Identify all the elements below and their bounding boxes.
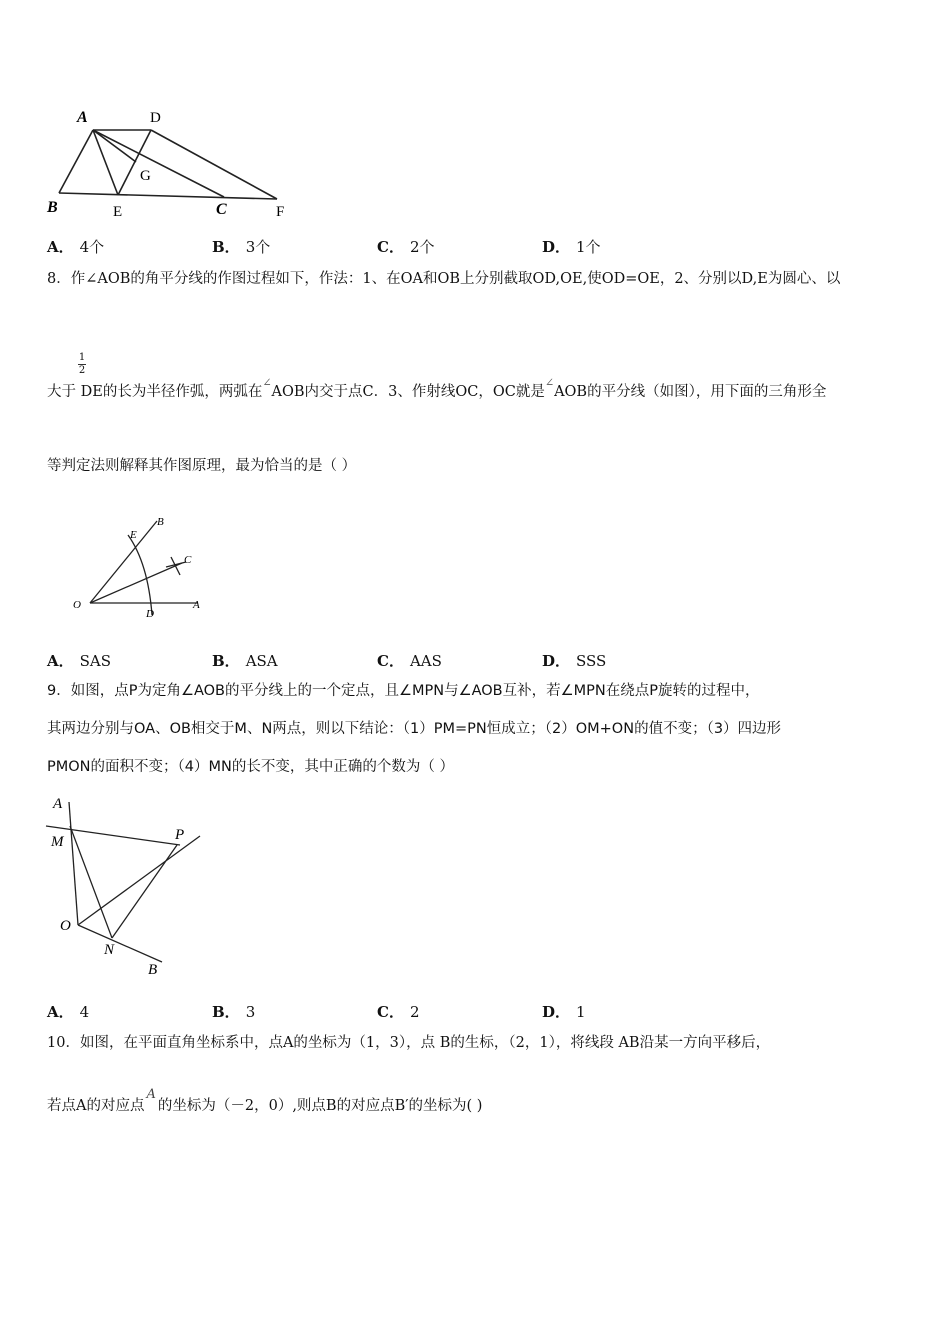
- q7-option-b[interactable]: [212, 236, 270, 257]
- q9-line-2: 其两边分别与OA、OB相交于M、N两点，则以下结论：（1）PM=PN恒成立；（2）OM+ON的值不变；（3）四边形: [47, 721, 782, 737]
- q9-option-c-letter: C．: [377, 1003, 404, 1021]
- q8-option-d[interactable]: [542, 650, 606, 671]
- q9-option-a-letter: A．: [47, 1003, 74, 1021]
- fig7-label-G: G: [140, 168, 151, 184]
- q8-line-2-part-c: AOB的平分线（如图），用下面的三角形全: [554, 384, 827, 400]
- fig7-label-A: A: [77, 109, 88, 126]
- q9-line-3: PMON的面积不变；（4）MN的长不变，其中正确的个数为（ ）: [47, 759, 454, 775]
- fig8-label-E: E: [130, 529, 137, 541]
- q8-option-d-letter: D．: [542, 652, 571, 670]
- q8-option-b-text: ASA: [245, 652, 278, 670]
- fig9-label-M: M: [51, 834, 64, 850]
- q9-option-c-text: 2: [409, 1003, 420, 1021]
- q9-option-a[interactable]: [47, 1001, 89, 1022]
- fig7-label-B: B: [47, 199, 58, 216]
- q9-option-d-letter: D．: [542, 1003, 571, 1021]
- q9-line-1: 9．如图，点P为定角∠AOB的平分线上的一个定点，且∠MPN与∠AOB互补，若∠MPN在绕点P旋转的过程中，: [47, 683, 760, 699]
- fig8-label-O: O: [73, 599, 81, 611]
- q9-option-d[interactable]: [542, 1001, 586, 1022]
- fig8-label-D: D: [146, 608, 154, 620]
- fig8-label-C: C: [184, 554, 192, 566]
- fig9-label-P: P: [175, 827, 185, 843]
- q10-a-prime-mark: A: [146, 1087, 156, 1102]
- q8-line-2: [47, 376, 827, 400]
- q7-option-a[interactable]: [47, 236, 104, 257]
- q7-option-c-letter: C．: [377, 238, 404, 256]
- q8-fraction-half: [76, 352, 88, 377]
- q8-option-a-letter: A．: [47, 652, 74, 670]
- figure-q9: [40, 790, 210, 985]
- q10-line-2-part-a: 若点A的对应点: [47, 1098, 145, 1114]
- fig7-label-E: E: [113, 204, 123, 220]
- q7-option-b-text: 3个: [245, 238, 271, 256]
- fig8-label-A: A: [193, 599, 200, 611]
- fig7-label-C: C: [216, 201, 227, 218]
- q8-line-2-part-a: 大于 DE的长为半径作弧，两弧在: [47, 384, 263, 400]
- fig8-label-B: B: [157, 516, 164, 528]
- q8-option-a[interactable]: [47, 650, 111, 671]
- q10-line-2: [47, 1087, 483, 1114]
- q8-fraction-denominator: 2: [78, 365, 86, 376]
- q8-line-1: 8．作∠AOB的角平分线的作图过程如下，作法：1、在OA和OB上分别截取OD,OE,使OD=OE，2、分别以D,E为圆心、以: [47, 271, 841, 287]
- q7-option-c[interactable]: [377, 236, 435, 257]
- fig9-label-N: N: [104, 942, 115, 958]
- figure-q7: [40, 100, 300, 225]
- q8-option-b[interactable]: [212, 650, 278, 671]
- q9-option-c[interactable]: [377, 1001, 420, 1022]
- q10-line-2-part-b: 的坐标为（－2，0）,则点B的对应点B′的坐标为( ): [157, 1098, 483, 1114]
- q7-option-d-text: 1个: [576, 238, 601, 256]
- q8-option-b-letter: B．: [212, 652, 240, 670]
- figure-q8: [60, 505, 220, 623]
- fig7-label-D: D: [150, 110, 161, 126]
- q8-line-2-part-b: AOB内交于点C．3、作射线OC，OC就是: [271, 384, 545, 400]
- q7-option-a-letter: A．: [47, 238, 74, 256]
- q9-option-a-text: 4: [79, 1003, 90, 1021]
- q8-angle-mark-1: ∠: [262, 376, 272, 389]
- q7-option-c-text: 2个: [409, 238, 435, 256]
- q8-option-a-text: SAS: [79, 652, 112, 670]
- q8-option-c-text: AAS: [409, 652, 442, 670]
- q7-option-d-letter: D．: [542, 238, 571, 256]
- q7-option-b-letter: B．: [212, 238, 240, 256]
- q9-option-b-letter: B．: [212, 1003, 240, 1021]
- q8-option-d-text: SSS: [576, 652, 607, 670]
- q9-option-b-text: 3: [245, 1003, 256, 1021]
- q8-fraction-numerator: 1: [78, 352, 86, 363]
- fig7-label-F: F: [276, 204, 285, 220]
- q8-angle-mark-2: ∠: [544, 376, 555, 389]
- q8-line-3: 等判定法则解释其作图原理，最为恰当的是（ ）: [47, 458, 357, 474]
- q7-option-d[interactable]: [542, 236, 601, 257]
- q10-line-1: 10．如图，在平面直角坐标系中，点A的坐标为（1，3），点 B的生标，（2，1），将线段 AB沿某一方向平移后，: [47, 1035, 771, 1051]
- q9-option-b[interactable]: [212, 1001, 255, 1022]
- fig9-label-B: B: [148, 962, 158, 978]
- fig9-label-A: A: [53, 796, 63, 812]
- q7-option-a-text: 4个: [79, 238, 105, 256]
- q8-option-c[interactable]: [377, 650, 442, 671]
- q8-option-c-letter: C．: [377, 652, 404, 670]
- fig9-label-O: O: [60, 918, 71, 934]
- q9-option-d-text: 1: [576, 1003, 586, 1021]
